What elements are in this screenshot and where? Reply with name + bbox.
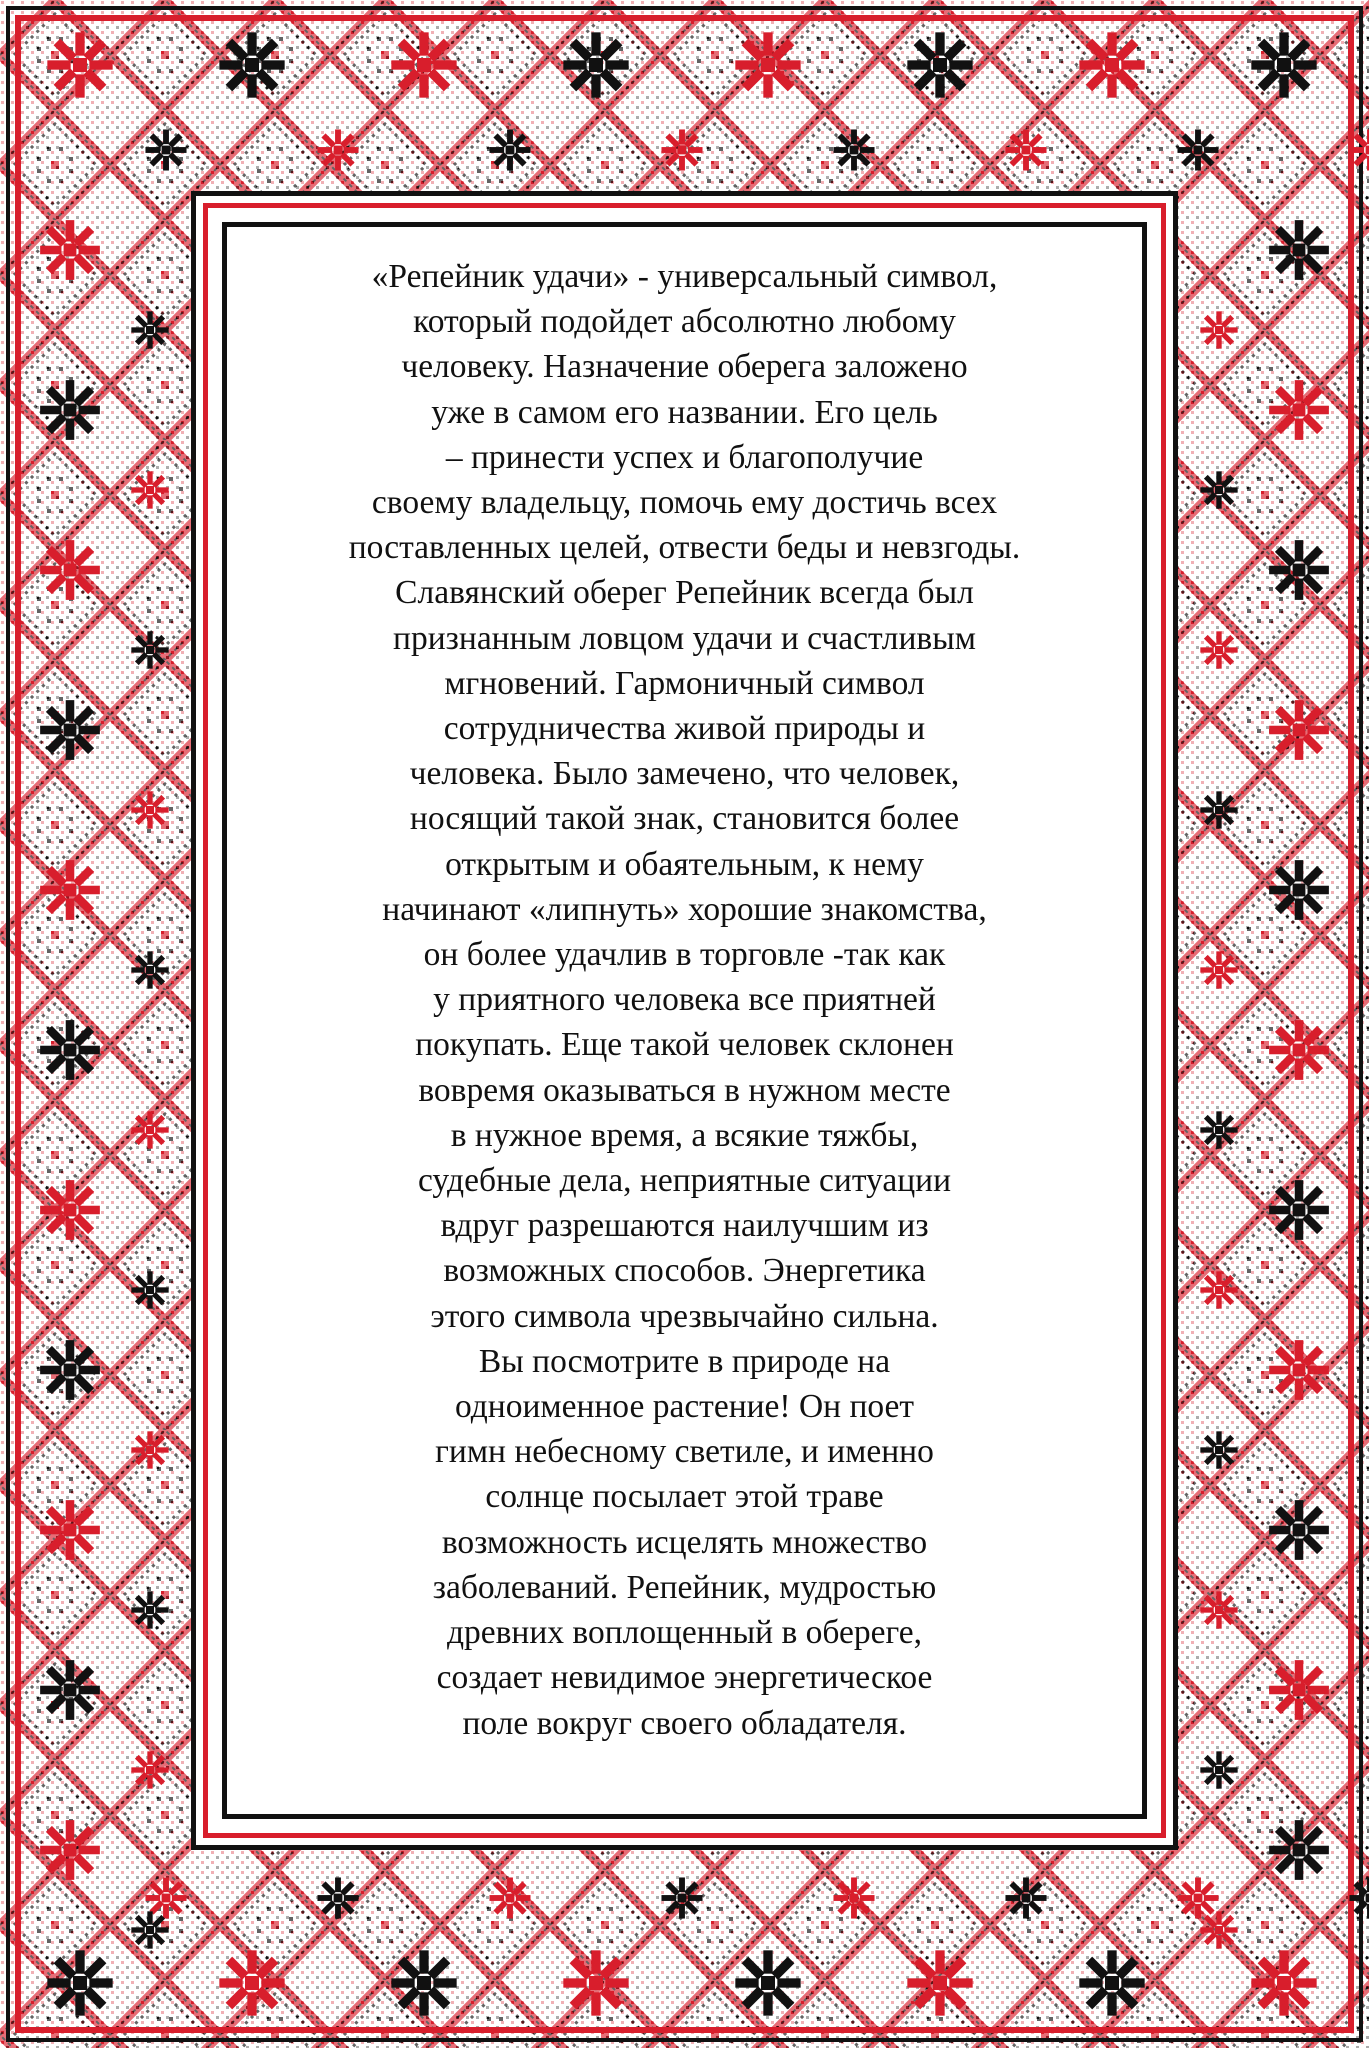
star-motif-icon <box>1269 700 1329 760</box>
text-line: – принести успех и благополучие <box>445 438 924 476</box>
star-motif-icon <box>131 1591 168 1628</box>
star-motif-icon <box>40 220 100 280</box>
star-motif-icon <box>833 1877 874 1918</box>
star-motif-icon <box>1200 1271 1237 1308</box>
star-motif-icon <box>735 32 800 97</box>
star-motif-icon <box>1269 1180 1329 1240</box>
star-motif-icon <box>47 32 112 97</box>
text-line: уже в самом его названии. Его цель <box>431 393 938 431</box>
text-line: возможных способов. Энергетика <box>443 1252 926 1290</box>
star-motif-icon <box>40 700 100 760</box>
star-motif-icon <box>1251 32 1316 97</box>
star-motif-icon <box>1269 1500 1329 1560</box>
star-motif-icon <box>1200 1111 1237 1148</box>
text-line: Вы посмотрите в природе на <box>478 1342 891 1380</box>
star-motif-icon <box>1079 1950 1144 2015</box>
text-line: вовремя оказываться в нужном месте <box>418 1071 951 1109</box>
star-motif-icon <box>40 860 100 920</box>
text-line: признанным ловцом удачи и счастливым <box>393 619 976 657</box>
star-motif-icon <box>1200 951 1237 988</box>
star-motif-icon <box>1200 1911 1237 1948</box>
body-text <box>235 254 1134 1746</box>
star-motif-icon <box>1200 631 1237 668</box>
text-line: солнце посылает этой траве <box>485 1478 884 1516</box>
star-motif-icon <box>391 1950 456 2015</box>
text-line: человеку. Назначение оберега заложено <box>401 348 968 386</box>
star-motif-icon <box>1177 1877 1218 1918</box>
star-motif-icon <box>489 1877 530 1918</box>
text-line: Славянский оберег Репейник всегда был <box>395 574 974 612</box>
star-motif-icon <box>1269 1660 1329 1720</box>
text-line: гимн небесному светиле, и именно <box>435 1433 934 1471</box>
star-motif-icon <box>131 631 168 668</box>
star-motif-icon <box>40 380 100 440</box>
star-motif-icon <box>907 1950 972 2015</box>
star-motif-icon <box>489 129 530 170</box>
text-line: сотрудничества живой природы и <box>443 710 926 748</box>
star-motif-icon <box>563 32 628 97</box>
text-line: открытым и обаятельным, к нему <box>445 845 924 883</box>
star-motif-icon <box>131 791 168 828</box>
star-motif-icon <box>907 32 972 97</box>
star-motif-icon <box>1200 1431 1237 1468</box>
star-motif-icon <box>40 1500 100 1560</box>
star-motif-icon <box>1005 1877 1046 1918</box>
text-line: покупать. Еще такой человек склонен <box>415 1026 954 1064</box>
star-motif-icon <box>661 129 702 170</box>
star-motif-icon <box>47 1950 112 2015</box>
star-motif-icon <box>833 129 874 170</box>
star-motif-icon <box>131 1431 168 1468</box>
text-line: поле вокруг своего обладателя. <box>462 1704 907 1742</box>
star-motif-icon <box>219 1950 284 2015</box>
text-line: древних воплощенный в обереге, <box>446 1614 923 1652</box>
text-line: он более удачлив в торговле -так как <box>423 936 946 974</box>
star-motif-icon <box>40 1020 100 1080</box>
star-motif-icon <box>1269 1340 1329 1400</box>
star-motif-icon <box>1269 540 1329 600</box>
text-line: поставленных целей, отвести беды и невзгоды. <box>348 529 1021 567</box>
star-motif-icon <box>131 1111 168 1148</box>
text-panel <box>222 222 1147 1819</box>
star-motif-icon <box>1269 380 1329 440</box>
star-motif-icon <box>131 471 168 508</box>
star-motif-icon <box>1269 860 1329 920</box>
star-motif-icon <box>661 1877 702 1918</box>
text-line: носящий такой знак, становится более <box>409 800 960 838</box>
text-line: возможность исцелять множество <box>441 1523 928 1561</box>
star-motif-icon <box>1200 471 1237 508</box>
star-motif-icon <box>40 1820 100 1880</box>
text-line: «Репейник удачи» - универсальный символ, <box>371 258 998 295</box>
star-motif-icon <box>1269 1820 1329 1880</box>
star-motif-icon <box>131 1271 168 1308</box>
star-motif-icon <box>1269 1020 1329 1080</box>
text-line: мгновений. Гармоничный символ <box>444 664 925 702</box>
star-motif-icon <box>1200 1751 1237 1788</box>
text-line: начинают «липнуть» хорошие знакомства, <box>382 890 987 928</box>
star-motif-icon <box>735 1950 800 2015</box>
star-motif-icon <box>40 1180 100 1240</box>
text-line: у приятного человека все приятней <box>433 981 936 1019</box>
text-line: судебные дела, неприятные ситуации <box>417 1162 952 1200</box>
star-motif-icon <box>1200 791 1237 828</box>
text-line: который подойдет абсолютно любому <box>413 303 956 341</box>
text-line: одноименное растение! Он поет <box>454 1388 915 1426</box>
star-motif-icon <box>1079 32 1144 97</box>
text-line: создает невидимое энергетическое <box>436 1659 933 1697</box>
star-motif-icon <box>131 1911 168 1948</box>
star-motif-icon <box>1177 129 1218 170</box>
star-motif-icon <box>145 129 186 170</box>
star-motif-icon <box>317 129 358 170</box>
star-motif-icon <box>131 951 168 988</box>
text-line: человека. Было замечено, что человек, <box>409 755 960 793</box>
star-motif-icon <box>131 1751 168 1788</box>
star-motif-icon <box>1251 1950 1316 2015</box>
text-line: вдруг разрешаются наилучшим из <box>440 1207 929 1245</box>
star-motif-icon <box>391 32 456 97</box>
star-motif-icon <box>219 32 284 97</box>
star-motif-icon <box>317 1877 358 1918</box>
star-motif-icon <box>1005 129 1046 170</box>
text-line: своему владельцу, помочь ему достичь всех <box>371 484 998 522</box>
star-motif-icon <box>131 311 168 348</box>
text-line: в нужное время, а всякие тяжбы, <box>450 1116 919 1154</box>
text-line: заболеваний. Репейник, мудростью <box>432 1568 937 1606</box>
star-motif-icon <box>1200 311 1237 348</box>
star-motif-icon <box>1200 1591 1237 1628</box>
star-motif-icon <box>1269 220 1329 280</box>
star-motif-icon <box>563 1950 628 2015</box>
text-line: этого символа чрезвычайно сильна. <box>430 1297 939 1335</box>
star-motif-icon <box>40 1340 100 1400</box>
star-motif-icon <box>40 540 100 600</box>
star-motif-icon <box>40 1660 100 1720</box>
